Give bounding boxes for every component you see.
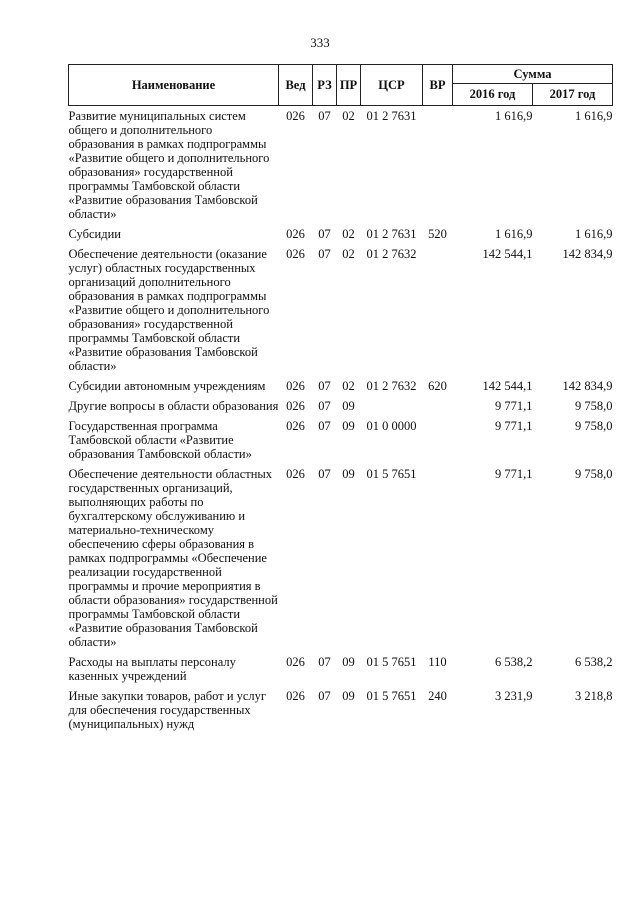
cell-pr: 09 — [342, 655, 355, 669]
cell-vr — [423, 419, 453, 467]
cell-ved: 026 — [286, 227, 305, 241]
table-header — [69, 65, 613, 106]
cell-pr: 02 — [342, 247, 355, 261]
header-year-2016: 2016 год — [453, 84, 533, 106]
cell-name: Другие вопросы в области образования — [68, 399, 279, 413]
cell-2016: 142 544,1 — [482, 379, 533, 393]
cell-2016: 3 231,9 — [495, 689, 533, 703]
cell-rz: 07 — [318, 655, 331, 669]
cell-2016: 9 771,1 — [495, 419, 533, 433]
cell-2017: 142 834,9 — [562, 247, 613, 261]
cell-csr — [361, 399, 423, 419]
cell-2016: 142 544,1 — [482, 247, 533, 261]
cell-ved: 026 — [286, 419, 305, 433]
cell-ved: 026 — [286, 379, 305, 393]
cell-csr: 01 5 7651 — [366, 689, 417, 703]
header-sum: Сумма — [453, 65, 613, 84]
cell-2016: 1 616,9 — [495, 227, 533, 241]
table-row — [69, 655, 613, 689]
cell-pr: 09 — [342, 419, 355, 433]
table-row — [69, 467, 613, 655]
cell-2017: 9 758,0 — [575, 419, 613, 433]
cell-rz: 07 — [318, 379, 331, 393]
cell-2016: 9 771,1 — [495, 399, 533, 413]
cell-rz: 07 — [318, 399, 331, 413]
cell-ved: 026 — [286, 247, 305, 261]
cell-2016: 9 771,1 — [495, 467, 533, 481]
table-row — [69, 419, 613, 467]
cell-name: Обеспечение деятельности (оказание услуг) областных государственных организаций дополнительного образования в рамках подпрограммы «Развитие общего и дополнительного образования» государственной программы Тамбовской области «Развитие образования Тамбовской области» — [68, 247, 270, 373]
cell-vr — [423, 399, 453, 419]
cell-rz: 07 — [318, 227, 331, 241]
header-vr: ВР — [423, 65, 453, 106]
cell-csr: 01 0 0000 — [366, 419, 417, 433]
cell-name: Обеспечение деятельности областных государственных организаций, выполняющих работы по бухгалтерскому обслуживанию и материально-техническому обеспечению сферы образования в рамках подпрограммы «Обеспечение реализации государственной программы и прочие мероприятия в области образования» государственной программы Тамбовской области «Развитие образования Тамбовской области» — [68, 467, 278, 649]
cell-2017: 9 758,0 — [575, 399, 613, 413]
cell-name: Расходы на выплаты персоналу казенных учреждений — [68, 655, 236, 683]
table-row — [69, 379, 613, 399]
cell-name: Иные закупки товаров, работ и услуг для обеспечения государственных (муниципальных) нужд — [68, 689, 267, 731]
cell-vr — [423, 247, 453, 379]
cell-csr: 01 2 7632 — [366, 379, 417, 393]
table-row — [69, 399, 613, 419]
cell-pr: 02 — [342, 227, 355, 241]
cell-pr: 02 — [342, 109, 355, 123]
cell-csr: 01 2 7632 — [366, 247, 417, 261]
table-body — [69, 106, 613, 738]
header-csr: ЦСР — [361, 65, 423, 106]
header-rz: РЗ — [313, 65, 337, 106]
page-number: 333 — [310, 35, 330, 50]
table-row — [69, 689, 613, 737]
cell-pr: 02 — [342, 379, 355, 393]
table-row — [69, 106, 613, 228]
cell-vr: 240 — [428, 689, 447, 703]
cell-vr — [423, 467, 453, 655]
cell-2017: 1 616,9 — [575, 109, 613, 123]
table-row — [69, 247, 613, 379]
cell-pr: 09 — [342, 399, 355, 413]
table-row — [69, 227, 613, 247]
cell-csr: 01 2 7631 — [366, 227, 417, 241]
cell-2017: 6 538,2 — [575, 655, 613, 669]
cell-2017: 3 218,8 — [575, 689, 613, 703]
cell-pr: 09 — [342, 467, 355, 481]
cell-2016: 1 616,9 — [495, 109, 533, 123]
cell-2017: 9 758,0 — [575, 467, 613, 481]
cell-csr: 01 5 7651 — [366, 655, 417, 669]
header-name: Наименование — [69, 65, 279, 106]
cell-rz: 07 — [318, 419, 331, 433]
cell-pr: 09 — [342, 689, 355, 703]
cell-rz: 07 — [318, 247, 331, 261]
cell-ved: 026 — [286, 109, 305, 123]
cell-vr: 110 — [428, 655, 447, 669]
cell-ved: 026 — [286, 655, 305, 669]
header-pr: ПР — [337, 65, 361, 106]
header-year-2017: 2017 год — [533, 84, 613, 106]
cell-name: Государственная программа Тамбовской области «Развитие образования Тамбовской области» — [68, 419, 252, 461]
cell-name: Субсидии — [68, 227, 121, 241]
cell-rz: 07 — [318, 109, 331, 123]
cell-csr: 01 5 7651 — [366, 467, 417, 481]
cell-2016: 6 538,2 — [495, 655, 533, 669]
cell-name: Субсидии автономным учреждениям — [68, 379, 266, 393]
cell-2017: 142 834,9 — [562, 379, 613, 393]
cell-rz: 07 — [318, 467, 331, 481]
cell-ved: 026 — [286, 399, 305, 413]
cell-name: Развитие муниципальных систем общего и дополнительного образования в рамках подпрограммы «Развитие общего и дополнительного образования» государственной программы Тамбовской области «Развитие образования Тамбовской области» — [68, 109, 270, 221]
header-ved: Вед — [279, 65, 313, 106]
cell-csr: 01 2 7631 — [366, 109, 417, 123]
cell-vr: 620 — [428, 379, 447, 393]
cell-rz: 07 — [318, 689, 331, 703]
cell-vr: 520 — [428, 227, 447, 241]
cell-vr — [423, 106, 453, 228]
budget-table — [68, 64, 613, 737]
cell-ved: 026 — [286, 689, 305, 703]
cell-2017: 1 616,9 — [575, 227, 613, 241]
cell-ved: 026 — [286, 467, 305, 481]
